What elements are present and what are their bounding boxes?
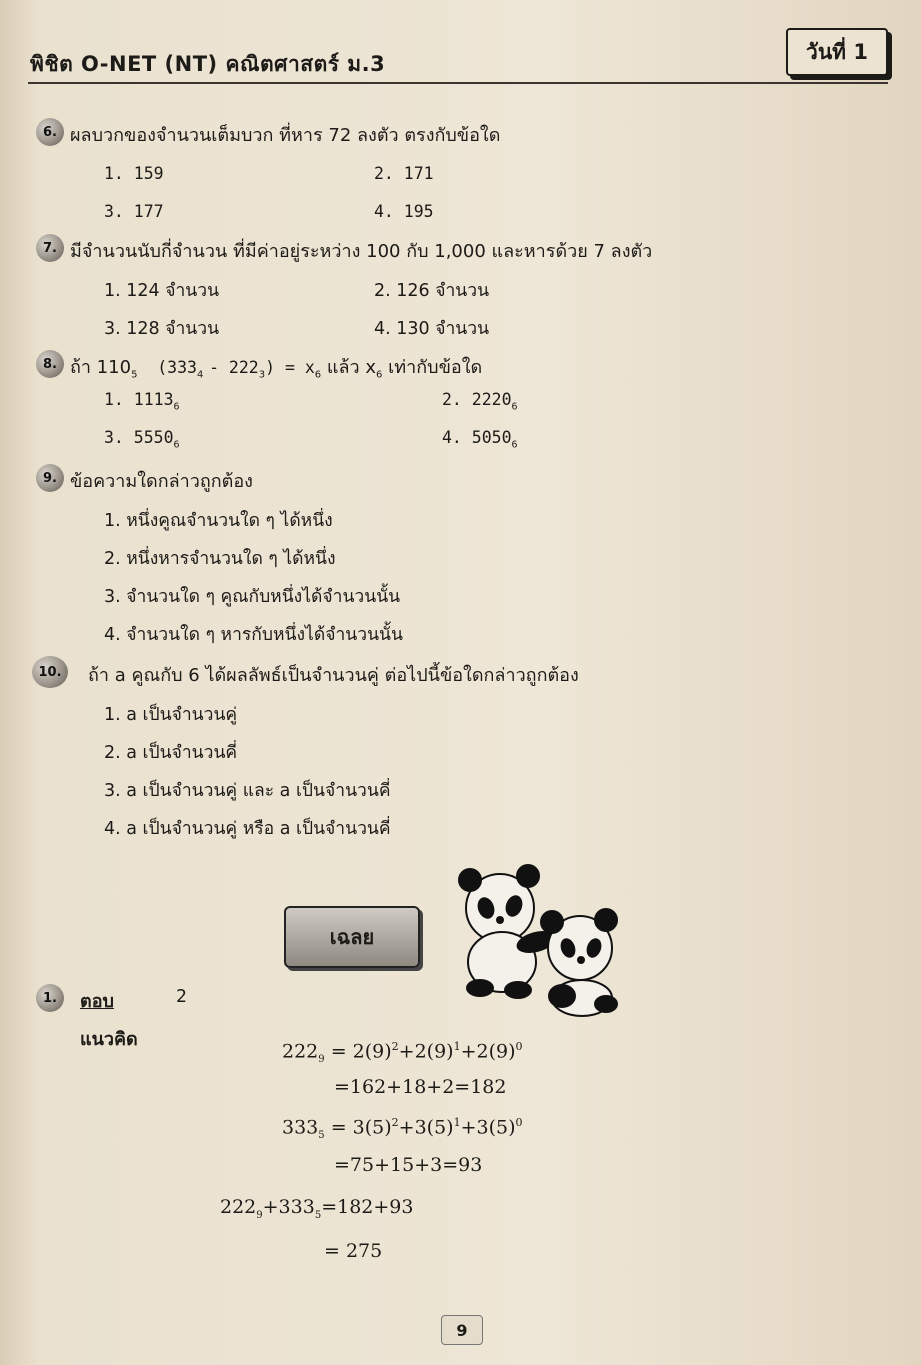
answer-number-badge: 1. xyxy=(36,984,64,1012)
answer-label: ตอบ xyxy=(80,991,114,1012)
question-text: ถ้า a คูณกับ 6 ได้ผลลัพธ์เป็นจำนวนคู่ ต่อไปนี้ข้อใดกล่าวถูกต้อง xyxy=(88,665,579,686)
option: 2. 171 xyxy=(374,164,434,183)
option: 4. 195 xyxy=(374,202,434,221)
concept-label: แนวคิด xyxy=(80,1029,138,1050)
panda-illustration xyxy=(440,850,640,1020)
option: 3. 128 จำนวน xyxy=(104,319,220,339)
question-text: ข้อความใดกล่าวถูกต้อง xyxy=(70,471,253,492)
option: 2. 126 จำนวน xyxy=(374,281,490,301)
option: 1. 159 xyxy=(104,164,164,183)
question-text: มีจำนวนนับกี่จำนวน ที่มีค่าอยู่ระหว่าง 100 กับ 1,000 และหารด้วย 7 ลงตัว xyxy=(70,241,653,262)
solution-line: =162+18+2=182 xyxy=(334,1076,507,1098)
option: 1. 124 จำนวน xyxy=(104,281,220,301)
option: 4. a เป็นจำนวนคู่ หรือ a เป็นจำนวนคี่ xyxy=(104,819,391,839)
solution-line: $222_9 = 2(9)^2+2(9)^1+2(9)^0$ xyxy=(282,1040,523,1066)
question-number-badge: 9. xyxy=(36,464,64,492)
option: 3. จำนวนใด ๆ คูณกับหนึ่งได้จำนวนนั้น xyxy=(104,587,401,607)
panda-back-icon xyxy=(458,864,558,999)
header-divider xyxy=(28,82,888,84)
option: 4. 130 จำนวน xyxy=(374,319,490,339)
question-number-badge: 8. xyxy=(36,350,64,378)
question-text: ถ้า $110_5$ $(333_4 - 222_3) = x_6$ แล้ว $x_6$ เท่ากับข้อใด xyxy=(70,357,483,381)
solution-line: = 275 xyxy=(324,1240,383,1262)
option: 3. a เป็นจำนวนคู่ และ a เป็นจำนวนคี่ xyxy=(104,781,391,801)
day-badge: วันที่ 1 xyxy=(786,28,888,76)
panda-front-icon xyxy=(540,908,618,1016)
option: 3. $5550_6$ xyxy=(104,428,180,451)
option: 1. หนึ่งคูณจำนวนใด ๆ ได้หนึ่ง xyxy=(104,511,333,531)
answer-value: 2 xyxy=(176,986,187,1007)
solution-line: $222_9+333_5=182+93$ xyxy=(220,1196,414,1221)
solution-line: $333_5 = 3(5)^2+3(5)^1+3(5)^0$ xyxy=(282,1116,523,1142)
question-number-badge: 7. xyxy=(36,234,64,262)
answer-key-heading: เฉลย xyxy=(284,906,420,968)
option: 1. $1113_6$ xyxy=(104,390,180,413)
question-number-badge: 10. xyxy=(32,656,68,688)
option: 3. 177 xyxy=(104,202,164,221)
question-text: ผลบวกของจำนวนเต็มบวก ที่หาร 72 ลงตัว ตรงกับข้อใด xyxy=(70,125,501,146)
option: 4. $5050_6$ xyxy=(442,428,518,451)
solution-line: =75+15+3=93 xyxy=(334,1154,483,1176)
option: 2. $2220_6$ xyxy=(442,390,518,413)
option: 2. a เป็นจำนวนคี่ xyxy=(104,743,238,763)
page-number: 9 xyxy=(441,1315,483,1345)
option: 4. จำนวนใด ๆ หารกับหนึ่งได้จำนวนนั้น xyxy=(104,625,403,645)
option: 1. a เป็นจำนวนคู่ xyxy=(104,705,238,725)
option: 2. หนึ่งหารจำนวนใด ๆ ได้หนึ่ง xyxy=(104,549,336,569)
question-number-badge: 6. xyxy=(36,118,64,146)
page-title: พิชิต O-NET (NT) คณิตศาสตร์ ม.3 xyxy=(30,52,386,76)
